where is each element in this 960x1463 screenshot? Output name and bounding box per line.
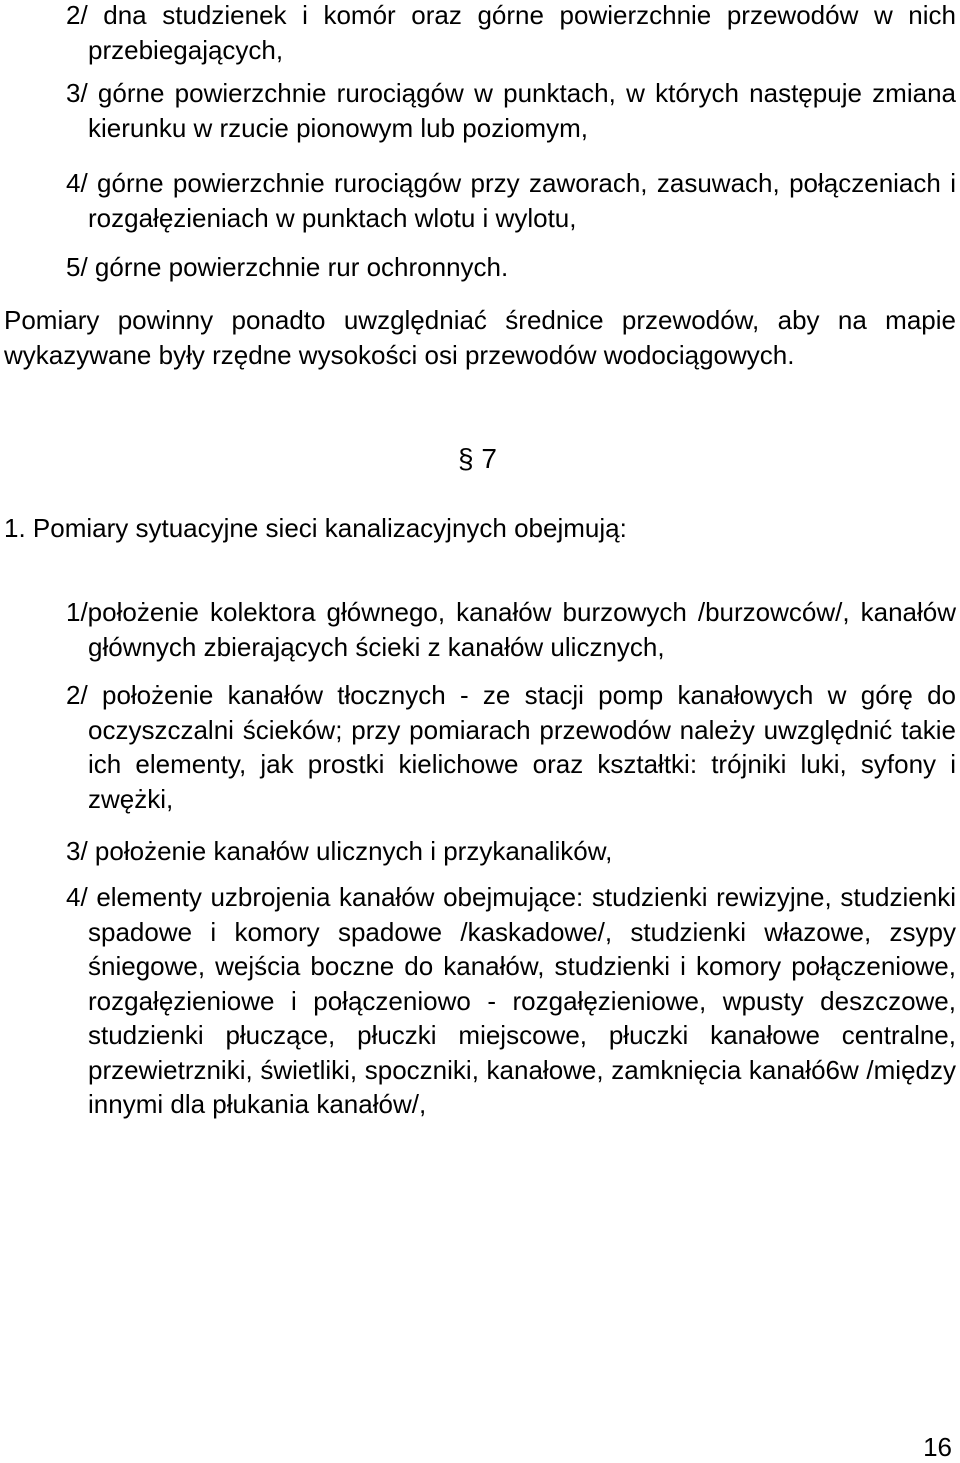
page-number: 16 xyxy=(923,1432,952,1462)
list-item: 4/ elementy uzbrojenia kanałów obejmujące: studzienki rewizyjne, studzienki spadowe i komory spadowe /kaskadowe/, studzienki włazowe, zsypy śniegowe, wejścia boczne do kanałów, studzienki i komory połączeniowe, rozgałęzieniowe i połączeniowo - rozgałęzieniowe, wpusty deszczowe, studzienki płuczące, płuczki miejscowe, płuczki kanałowe centralne, przewietrzniki, świetliki, spoczniki, kanałowe, zamknięcia kanałó6w /między innymi dla płukania kanałów/, xyxy=(66,882,956,1119)
section-heading: § 7 xyxy=(458,443,497,474)
list-item: 2/ położenie kanałów tłocznych - ze stacji pomp kanałowych w górę do oczyszczalni ścieków; przy pomiarach przewodów należy uwzględnić takie ich elementy, jak prostki kielichowe oraz kształtki: trójniki luki, syfony i zwężki, xyxy=(66,680,956,814)
section-intro: 1. Pomiary sytuacyjne sieci kanalizacyjnych obejmują: xyxy=(4,513,627,543)
list-item: 3/ górne powierzchnie rurociągów w punktach, w których następuje zmiana kierunku w rzucie pionowym lub poziomym, xyxy=(66,78,956,143)
list-item: 3/ położenie kanałów ulicznych i przykanalików, xyxy=(66,836,613,866)
list-item: 5/ górne powierzchnie rur ochronnych. xyxy=(66,252,509,282)
list-item: 4/ górne powierzchnie rurociągów przy zaworach, zasuwach, połączeniach i rozgałęzieniach w punktach wlotu i wylotu, xyxy=(66,168,956,233)
list-item: 1/położenie kolektora głównego, kanałów burzowych /burzowców/, kanałów głównych zbierających ścieki z kanałów ulicznych, xyxy=(66,597,956,662)
paragraph-note: Pomiary powinny ponadto uwzględniać średnice przewodów, aby na mapie wykazywane były rzędne wysokości osi przewodów wodociągowych. xyxy=(4,305,956,370)
list-item: 2/ dna studzienek i komór oraz górne powierzchnie przewodów w nich przebiegających, xyxy=(66,0,956,65)
